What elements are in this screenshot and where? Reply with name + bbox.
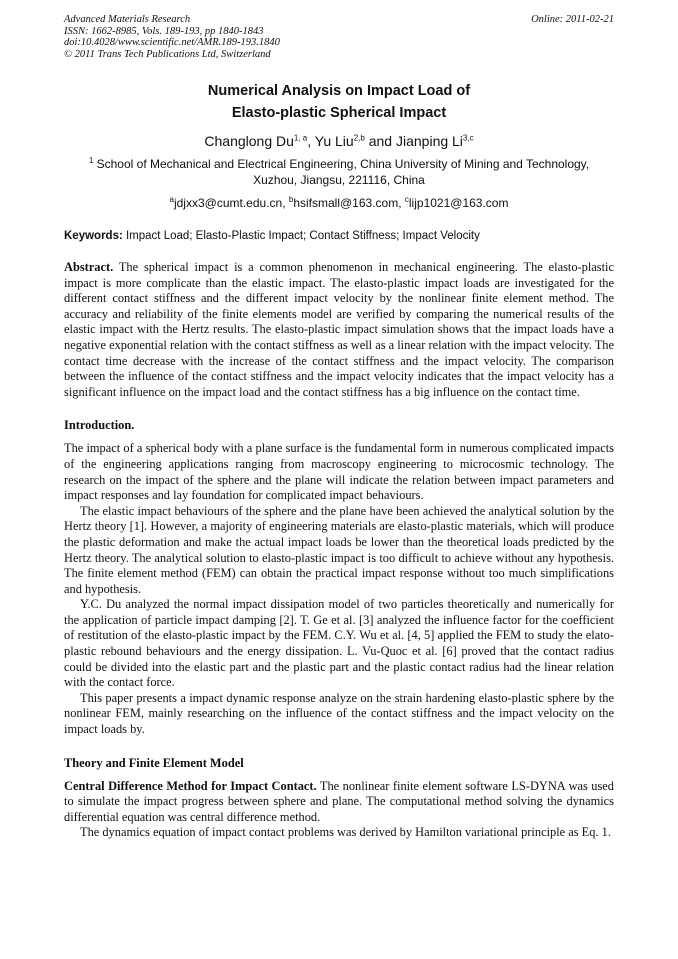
- abstract-label: Abstract.: [64, 260, 114, 274]
- theory-paragraph-2: The dynamics equation of impact contact problems was derived by Hamilton variational principle as Eq. 1.: [80, 825, 611, 840]
- title-line-1: Numerical Analysis on Impact Load of: [207, 83, 471, 99]
- author-emails: [64, 196, 614, 210]
- author-sep-2: and: [364, 133, 396, 149]
- author-list: [64, 132, 614, 150]
- affiliation-line-1: School of Mechanical and Electrical Engineering, China University of Mining and Technology,: [93, 157, 590, 171]
- author-2-sup: 2,b: [353, 133, 365, 143]
- theory-heading: Theory and Finite Element Model: [64, 755, 244, 770]
- author-2: Yu Liu: [314, 133, 354, 149]
- theory-paragraph-1-text: The nonlinear finite element software LS-DYNA was used to simulate the impact progress between sphere and plane. The computational method solving the dynamics differential equation was central difference method.: [64, 778, 614, 824]
- journal-name: Advanced Materials Research: [64, 14, 191, 25]
- abstract: [64, 260, 614, 400]
- copyright-line: © 2011 Trans Tech Publications Ltd, Switzerland: [64, 48, 271, 60]
- paper-title: [64, 80, 614, 124]
- introduction-heading: Introduction.: [64, 418, 135, 433]
- intro-paragraph-4: This paper presents a impact dynamic response analyze on the strain hardening elasto-plastic sphere by the nonlinear FEM, mainly researching on the influence of the contact stiffness and the impact velocity on the impact loads by.: [64, 690, 614, 737]
- author-1-sup: 1, a: [293, 133, 308, 143]
- journal-header: [64, 14, 614, 60]
- email-a: jdjxx3@cumt.edu.cn,: [173, 196, 289, 210]
- intro-paragraph-2: The elastic impact behaviours of the sphere and the plane have been achieved the analytical solution by the Hertz theory [1]. However, a majority of engineering materials are elasto-plastic materials, which will produce the plastic deformation and make the actual impact loads be lower than the theoretical loads predicted by the Hertz theory. The analytical solution to elasto-plastic impact is too difficult to achieve without any hypothesis. The finite element method (FEM) can obtain the practical impact response without too much simplifications and hypothesis.: [64, 503, 614, 596]
- keywords-text: Impact Load; Elasto-Plastic Impact; Contact Stiffness; Impact Velocity: [122, 230, 480, 242]
- online-date: Online: 2011-02-21: [531, 14, 614, 25]
- abstract-text: The spherical impact is a common phenomenon in mechanical engineering. The elasto-plastic impact is more complicate than the elastic impact. The elasto-plastic impact loads are investigated for the different contact stiffness and the different impact velocity by the nonlinear finite element method. The accuracy and reliability of the finite elements model are verified by comparing the numerical results of the elastic impact with the Hertz results. The elasto-plastic impact simulation shows that the impact loads have a negative exponential relation with the contact stiffness as well as a linear relation with the impact velocity. The contact time decrease with the increase of the contact stiffness and the impact velocity. The comparison between the influence of the contact stiffness and the impact velocity indicates that the impact velocity has a significant influence on the impact load and the contact stiffness has a big influence on the contact time.: [64, 260, 614, 399]
- email-a-sup: a: [169, 195, 174, 204]
- paper-page: [64, 14, 614, 841]
- affiliation-line-2: Xuzhou, Jiangsu, 221116, China: [253, 173, 425, 187]
- intro-paragraph-1: The impact of a spherical body with a plane surface is the fundamental form in numerous complicated impacts of the engineering applications ranging from macroscopy engineering to microcosmic technology. The research on the impact of the sphere and the plane will indicate the relation between impact parameters and impact responses and lay foundation for complicated impact behaviours.: [64, 441, 614, 503]
- email-c-sup: c: [404, 195, 409, 204]
- email-b: hsifsmall@163.com,: [293, 196, 405, 210]
- author-3-sup: 3,c: [462, 133, 474, 143]
- email-b-sup: b: [288, 195, 294, 204]
- author-sep-1: ,: [307, 133, 315, 149]
- author-3: Jianping Li: [395, 133, 463, 149]
- theory-paragraph-1: [64, 779, 614, 826]
- title-line-2: Elasto-plastic Spherical Impact: [231, 105, 447, 121]
- author-1: Changlong Du: [204, 133, 294, 149]
- affiliation: [64, 156, 614, 188]
- keywords: [64, 230, 614, 242]
- affiliation-number: 1: [88, 156, 94, 165]
- central-difference-heading: Central Difference Method for Impact Contact.: [64, 778, 317, 793]
- doi-line: doi:10.4028/www.scientific.net/AMR.189-193.1840: [64, 37, 280, 48]
- issn-line: ISSN: 1662-8985, Vols. 189-193, pp 1840-1843: [64, 25, 264, 37]
- keywords-label: Keywords:: [64, 230, 123, 242]
- email-c: lijp1021@163.com: [408, 196, 509, 210]
- intro-paragraph-3: Y.C. Du analyzed the normal impact dissipation model of two particles theoretically and numerically for the application of particle impact damping [2]. T. Ge et al. [3] analyzed the influence factor for the coefficient of restitution of the elasto-plastic impact by the FEM. C.Y. Wu et al. [4, 5] applied the FEM to study the elato-plastic rebound behaviours and the energy dissipation. L. Vu-Quoc et al. [6] proved that the contact radius could be divided into the elastic part and the plastic part and the plastic contact radius had the linear relation with the contact force.: [64, 597, 614, 690]
